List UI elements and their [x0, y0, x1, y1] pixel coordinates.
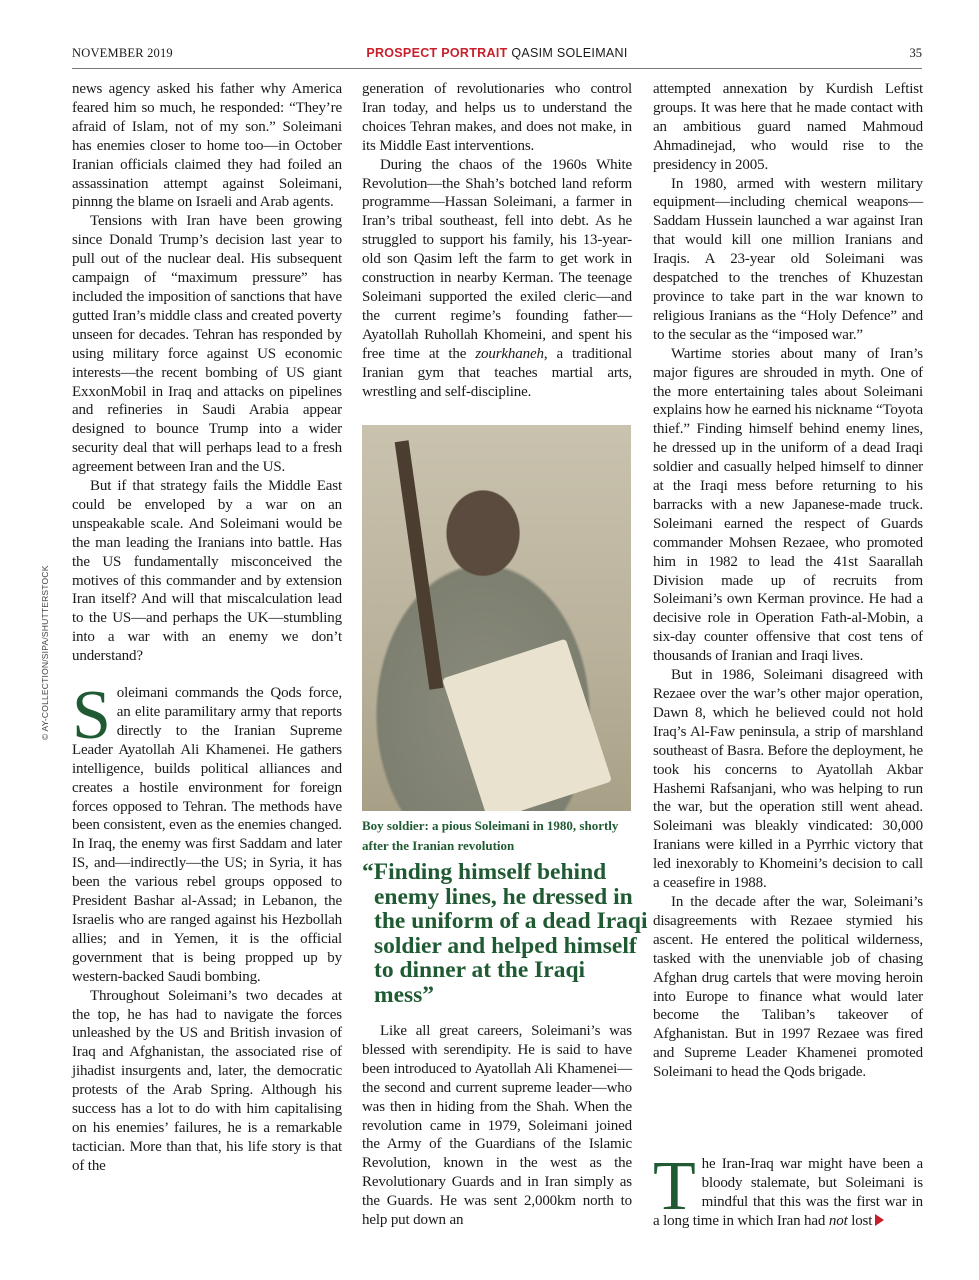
paragraph: In 1980, armed with western military equipment—including chemical weapons—Saddam Hussein launched a war against Iran that would kill one million Iranians and Iraqis. A 23-year old Soleimani was despatched to the trenches of Khuzestan province to take part in the war known to religious Iranians as the “Holy Defence” and to the secular as the “imposed war.”: [653, 175, 923, 343]
paragraph: [72, 677, 342, 987]
pull-quote: “Finding himself behind enemy lines, he dressed in the uniform of a dead Iraqi soldier and helped himself to dinner at the Iraqi mess”: [362, 859, 648, 1008]
header-rule: [72, 68, 922, 69]
paragraph: In the decade after the war, Soleimani’s disagreements with Rezaee stymied his ascent. He entered the political wilderness, tasked with the unenviable job of chasing Afghan drug cartels that were moving heroin into Europe to finance what would later become the Taliban’s takeover of Afghanistan. But in 1997 Rezaee was fired and Supreme Leader Khamenei promoted Soleimani to head the Qods brigade.: [653, 893, 923, 1081]
paragraph-text: he Iran-Iraq war might have been a bloody stalemate, but Soleimani is mindful that this was the first war in a long time in which Iran had: [653, 1156, 923, 1229]
column-2: [362, 80, 632, 401]
rifle-shape: [395, 440, 444, 690]
column-1: [72, 80, 342, 1176]
section-title: [72, 46, 922, 60]
soleimani-photo: [362, 425, 631, 811]
column-3-final: [653, 1148, 923, 1231]
paragraph: But if that strategy fails the Middle East could be enveloped by a war on an unspeakable scale. And Soleimani would be the man leading the Iranians into battle. Has the US fundamentally misconceived the motives of this commander and by extension Iran itself? And will that miscalculation lead to the US—and perhaps the UK—stumbling into a war with an enemy we don’t understand?: [72, 478, 342, 665]
paragraph: [362, 156, 632, 402]
book-shape: [442, 639, 612, 811]
photo-caption: Boy soldier: a pious Soleimani in 1980, shortly after the Iranian revolution: [362, 818, 619, 853]
paragraph-text: , a traditional Iranian gym that teaches martial arts, wrestling and self-discipline.: [362, 345, 632, 400]
running-header: [72, 46, 922, 64]
paragraph: [653, 1148, 923, 1231]
photo-credit: © AY-COLLECTION/SIPA/SHUTTERSTOCK: [40, 565, 50, 740]
issue-date: NOVEMBER 2019: [72, 46, 173, 60]
paragraph: news agency asked his father why America feared him so much, he responded: “They’re afraid of Islam, not of my son.” Soleimani has enemies closer to home too—in October Iranian officials claimed they had foiled an assassination attempt against Soleimani, pinnng the blame on Israeli and Arab agents.: [72, 81, 342, 211]
paragraph: Like all great careers, Soleimani’s was blessed with serendipity. He is said to have been introduced to Ayatollah Ali Khamenei—the second and current supreme leader—who was then in hiding from the Shah. When the revolution came in 1979, Soleimani joined the Army of the Guardians of the Islamic Revolution, known in the west as the Revolutionary Guards and in Iran simply as the Guards. He was sent 2,000km north to help put down an: [362, 1023, 632, 1229]
page-number: 35: [909, 46, 922, 60]
paragraph: generation of revolutionaries who control Iran today, and helps us to understand the choices Tehran makes, and does not make, in its Middle East interventions.: [362, 81, 632, 154]
paragraph-text: During the chaos of the 1960s White Revolution—the Shah’s botched land reform programme—Hassan Soleimani, a farmer in Iran’s tribal southeast, fell into debt. As he struggled to support his family, his 13-year-old son Qasim left the farm to get work in construction in nearby Kerman. The teenage Soleimani supported the exiled cleric—and the current regime’s founding father—Ayatollah Ruhollah Khomeini, and spent his free time at the: [362, 156, 632, 362]
section-name: PROSPECT PORTRAIT: [366, 46, 508, 60]
paragraph: Wartime stories about many of Iran’s major figures are shrouded in myth. One of the more entertaining tales about Soleimani explains how he earned his nickname “Toyota thief.” Finding himself behind enemy lines, he dressed up in the uniform of a dead Iraqi soldier and casually helped himself to dinner at the Iraqi mess before returning to his barracks with a new Japanese-made truck. Soleimani earned the respect of Guards commander Mohsen Rezaee, who promoted him in 1982 to lead the 41st Saarallah Division made up of recruits from Soleimani’s own Kerman province. He had a decisive role in Operation Fath-al-Mobin, a six-day counter offensive that cost tens of thousands of Iranian and Iraqi lives.: [653, 345, 923, 665]
article-subject: QASIM SOLEIMANI: [511, 46, 628, 60]
paragraph: Tensions with Iran have been growing since Donald Trump’s decision last year to pull out of the nuclear deal. His subsequent campaign of “maximum pressure” has included the imposition of sanctions that have gutted Iran’s middle class and created poverty unseen for decades. Tehran has responded by using military force against US economic interests—the recent bombing of US giant ExxonMobil in Iraq and attacks on pipelines and refineries in Saudi Arabia appear designed to bounce Trump into a wider security deal that will perhaps lead to a fresh agreement between Iran and the US.: [72, 213, 342, 476]
paragraph: Throughout Soleimani’s two decades at the top, he has had to navigate the forces unleashed by the US and British invasion of Iraq and Afghanistan, the associated rise of jihadist insurgents and, later, the democratic protests of the Arab Spring. Although his success has a lot to do with him capitalising on his enemies’ failures, he is a remarkable tactician. More than that, his life story is that of the: [72, 987, 342, 1174]
paragraph: But in 1986, Soleimani disagreed with Rezaee over the war’s other major operation, Dawn 8, which he believed could not hold Iraq’s Al-Faw peninsula, a strip of marshland southeast of Basra. Before the deployment, he took his concerns to Ayatollah Akbar Hashemi Rafsanjani, who was helping to run the war, but the operation still went ahead. Soleimani was bleakly vindicated: 30,000 Iranians were killed in a Pyrrhic victory that led inexorably to Khomeini’s decision to call a ceasefire in 1988.: [653, 667, 923, 892]
column-3: [653, 80, 923, 1082]
paragraph-text: lost: [847, 1212, 873, 1229]
drop-cap: T: [653, 1148, 696, 1225]
drop-cap: S: [72, 677, 111, 755]
column-2-continued: [362, 1022, 632, 1230]
italic-term: zourkhaneh: [475, 345, 544, 362]
paragraph-text: oleimani commands the Qods force, an elite paramilitary army that reports directly to the Iranian Supreme Leader Ayatollah Ali Khamenei. He gathers intelligence, builds political alliances and creates a hostile environment for foreign forces opposed to Tehran. The methods have been consistent, even as the enemies changed. In Iraq, the enemy was first Saddam and later IS, and—indirectly—the US; in Syria, it has been the various rebel groups opposed to President Bashar al-Assad; in Lebanon, the Israelis who are ranged against his Hezbollah allies; and in Yemen, it is the official government that is being propped up by western-backed Saudi bombing.: [72, 685, 342, 985]
paragraph: attempted annexation by Kurdish Leftist groups. It was here that he made contact with an ambitious guard named Mahmoud Ahmadinejad, who would rise to the presidency in 2005.: [653, 81, 923, 173]
continue-arrow-icon: [875, 1214, 884, 1226]
italic-word: not: [828, 1212, 848, 1229]
